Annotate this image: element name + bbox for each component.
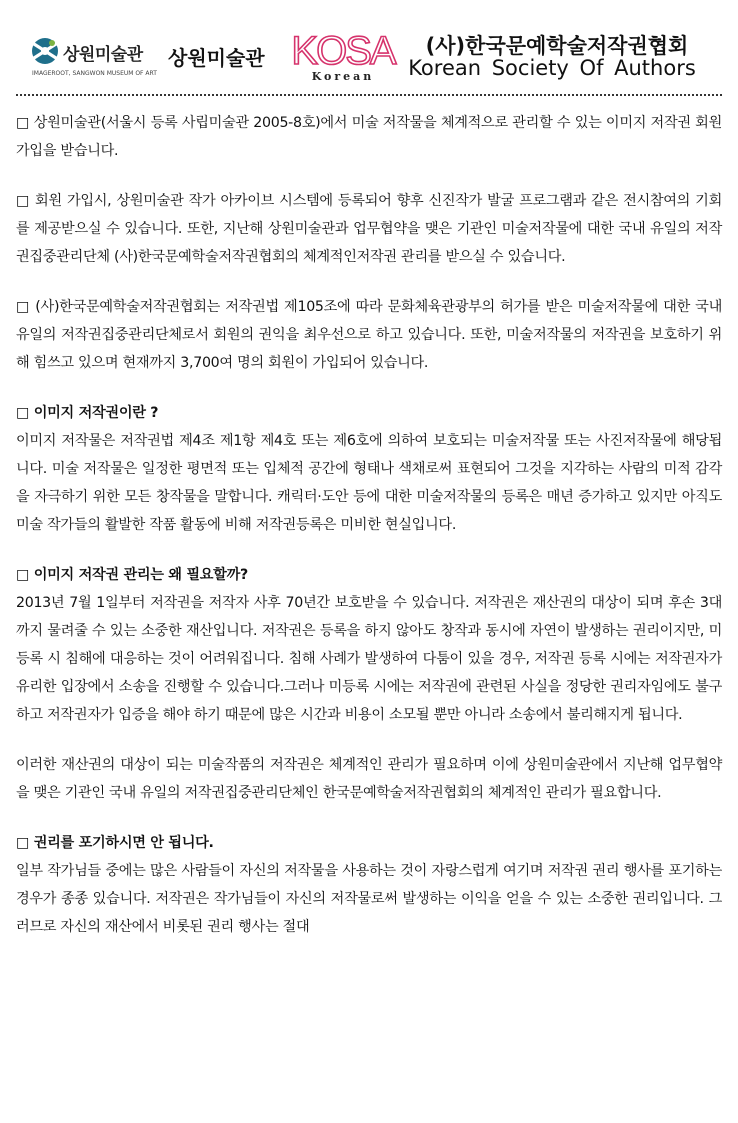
museum-title: 상원미술관 <box>168 46 265 70</box>
org-name-korean: (사)한국문예학술저작권협회 <box>425 34 689 58</box>
section-paragraph-image-copyright: 이미지 저작물은 저작권법 제4조 제1항 제4호 또는 제6호에 의하여 보호되는 미술저작물 또는 사진저작물에 해당됩니다. 미술 저작물은 일정한 평면적 또는 입체적 공간에 형태나 색채로써 표현되어 그것을 지각하는 사람의 미적 감각을 자극하기 위한 모든 창작물을 말합니다. 캐릭터·도안 등에 대한 미술저작물의 등록은 매년 증가하고 있지만 아직도 미술 작가들의 활발한 작품 활동에 비해 저작권등록은 미비한 현실입니다. <box>16 433 722 533</box>
org-name-english: Korean Society Of Authors <box>408 56 696 80</box>
intro-paragraph-3: □ (사)한국문예학술저작권협회는 저작권법 제105조에 따라 문화체육관광부의 허가를 받은 미술저작물에 대한 국내 유일의 저작권집중관리단체로서 회원의 권익을 최우선으로 하고 있습니다. 또한, 미술저작물의 저작권을 보호하기 위해 힘쓰고 있으며 현재까지 3,700여 명의 회원이 가입되어 있습니다. <box>16 299 722 371</box>
section-paragraph-dont-give-up: 일부 작가님들 중에는 많은 사람들이 자신의 저작물을 사용하는 것이 자랑스럽게 여기며 저작권 권리 행사를 포기하는 경우가 종종 있습니다. 저작권은 작가님들이 자신의 저작물로써 발생하는 이익을 얻을 수 있는 소중한 권리입니다. 그러므로 자신의 재산에서 비롯된 권리 행사는 절대 <box>16 863 722 935</box>
sangwon-museum-logo <box>30 34 157 80</box>
intro-paragraph-1: □ 상원미술관(서울시 등록 사립미술관 2005-8호)에서 미술 저작물을 체계적으로 관리할 수 있는 이미지 저작권 회원 가입을 받습니다. <box>16 115 722 159</box>
document-header <box>0 0 738 92</box>
sangwon-logo-name: 상원미술관 <box>63 45 143 65</box>
svg-text:KOSA: KOSA <box>291 29 395 73</box>
section-paragraph-why-manage-1: 2013년 7월 1일부터 저작권을 저작자 사후 70년간 보호받을 수 있습니다. 저작권은 재산권의 대상이 되며 후손 3대까지 물려줄 수 있는 소중한 재산입니다. 저작권은 등록을 하지 않아도 창작과 동시에 자연이 발생하는 권리이지만, 미등록 시 침해에 대응하는 것이 어려워집니다. 침해 사례가 발생하여 다툼이 있을 경우, 저작권 등록 시에는 저작권자가 유리한 입장에서 소송을 진행할 수 있습니다.그러나 미등록 시에는 저작권에 관련된 사실을 정당한 권리자임에도 불구하고 저작권자가 입증을 해야 하기 때문에 많은 시간과 비용이 소모될 뿐만 아니라 소송에서 불리해지게 됩니다. <box>16 595 722 723</box>
sangwon-emblem-icon <box>30 36 60 66</box>
kosa-logo-subtitle: Korean <box>311 70 375 83</box>
intro-paragraph-2: □ 회원 가입시, 상원미술관 작가 아카이브 시스템에 등록되어 향후 신진작가 발굴 프로그램과 같은 전시참여의 기회를 제공받으실 수 있습니다. 또한, 지난해 상원미술관과 업무협약을 맺은 기관인 미술저작물에 대한 국내 유일의 저작권집중관리단체 (사)한국문예학술저작권협회의 체계적인저작권 관리를 받으실 수 있습니다. <box>16 193 722 265</box>
section-heading-image-copyright: □ 이미지 저작권이란 ? <box>16 405 159 421</box>
sangwon-logo-subtitle: IMAGEROOT, SANGWON MUSEUM OF ART <box>32 70 157 77</box>
document-body <box>16 109 722 941</box>
section-heading-dont-give-up: □ 권리를 포기하시면 안 됩니다. <box>16 835 214 851</box>
kosa-logo <box>291 26 395 86</box>
section-heading-why-manage: □ 이미지 저작권 관리는 왜 필요할까? <box>16 567 248 583</box>
kosa-letters-graphic <box>291 26 395 73</box>
section-paragraph-why-manage-2: 이러한 재산권의 대상이 되는 미술작품의 저작권은 체계적인 관리가 필요하며 이에 상원미술관에서 지난해 업무협약을 맺은 기관인 국내 유일의 저작권집중관리단체인 한국문예학술저작권협회의 체계적인 관리가 필요합니다. <box>16 757 722 801</box>
header-divider <box>16 94 722 96</box>
